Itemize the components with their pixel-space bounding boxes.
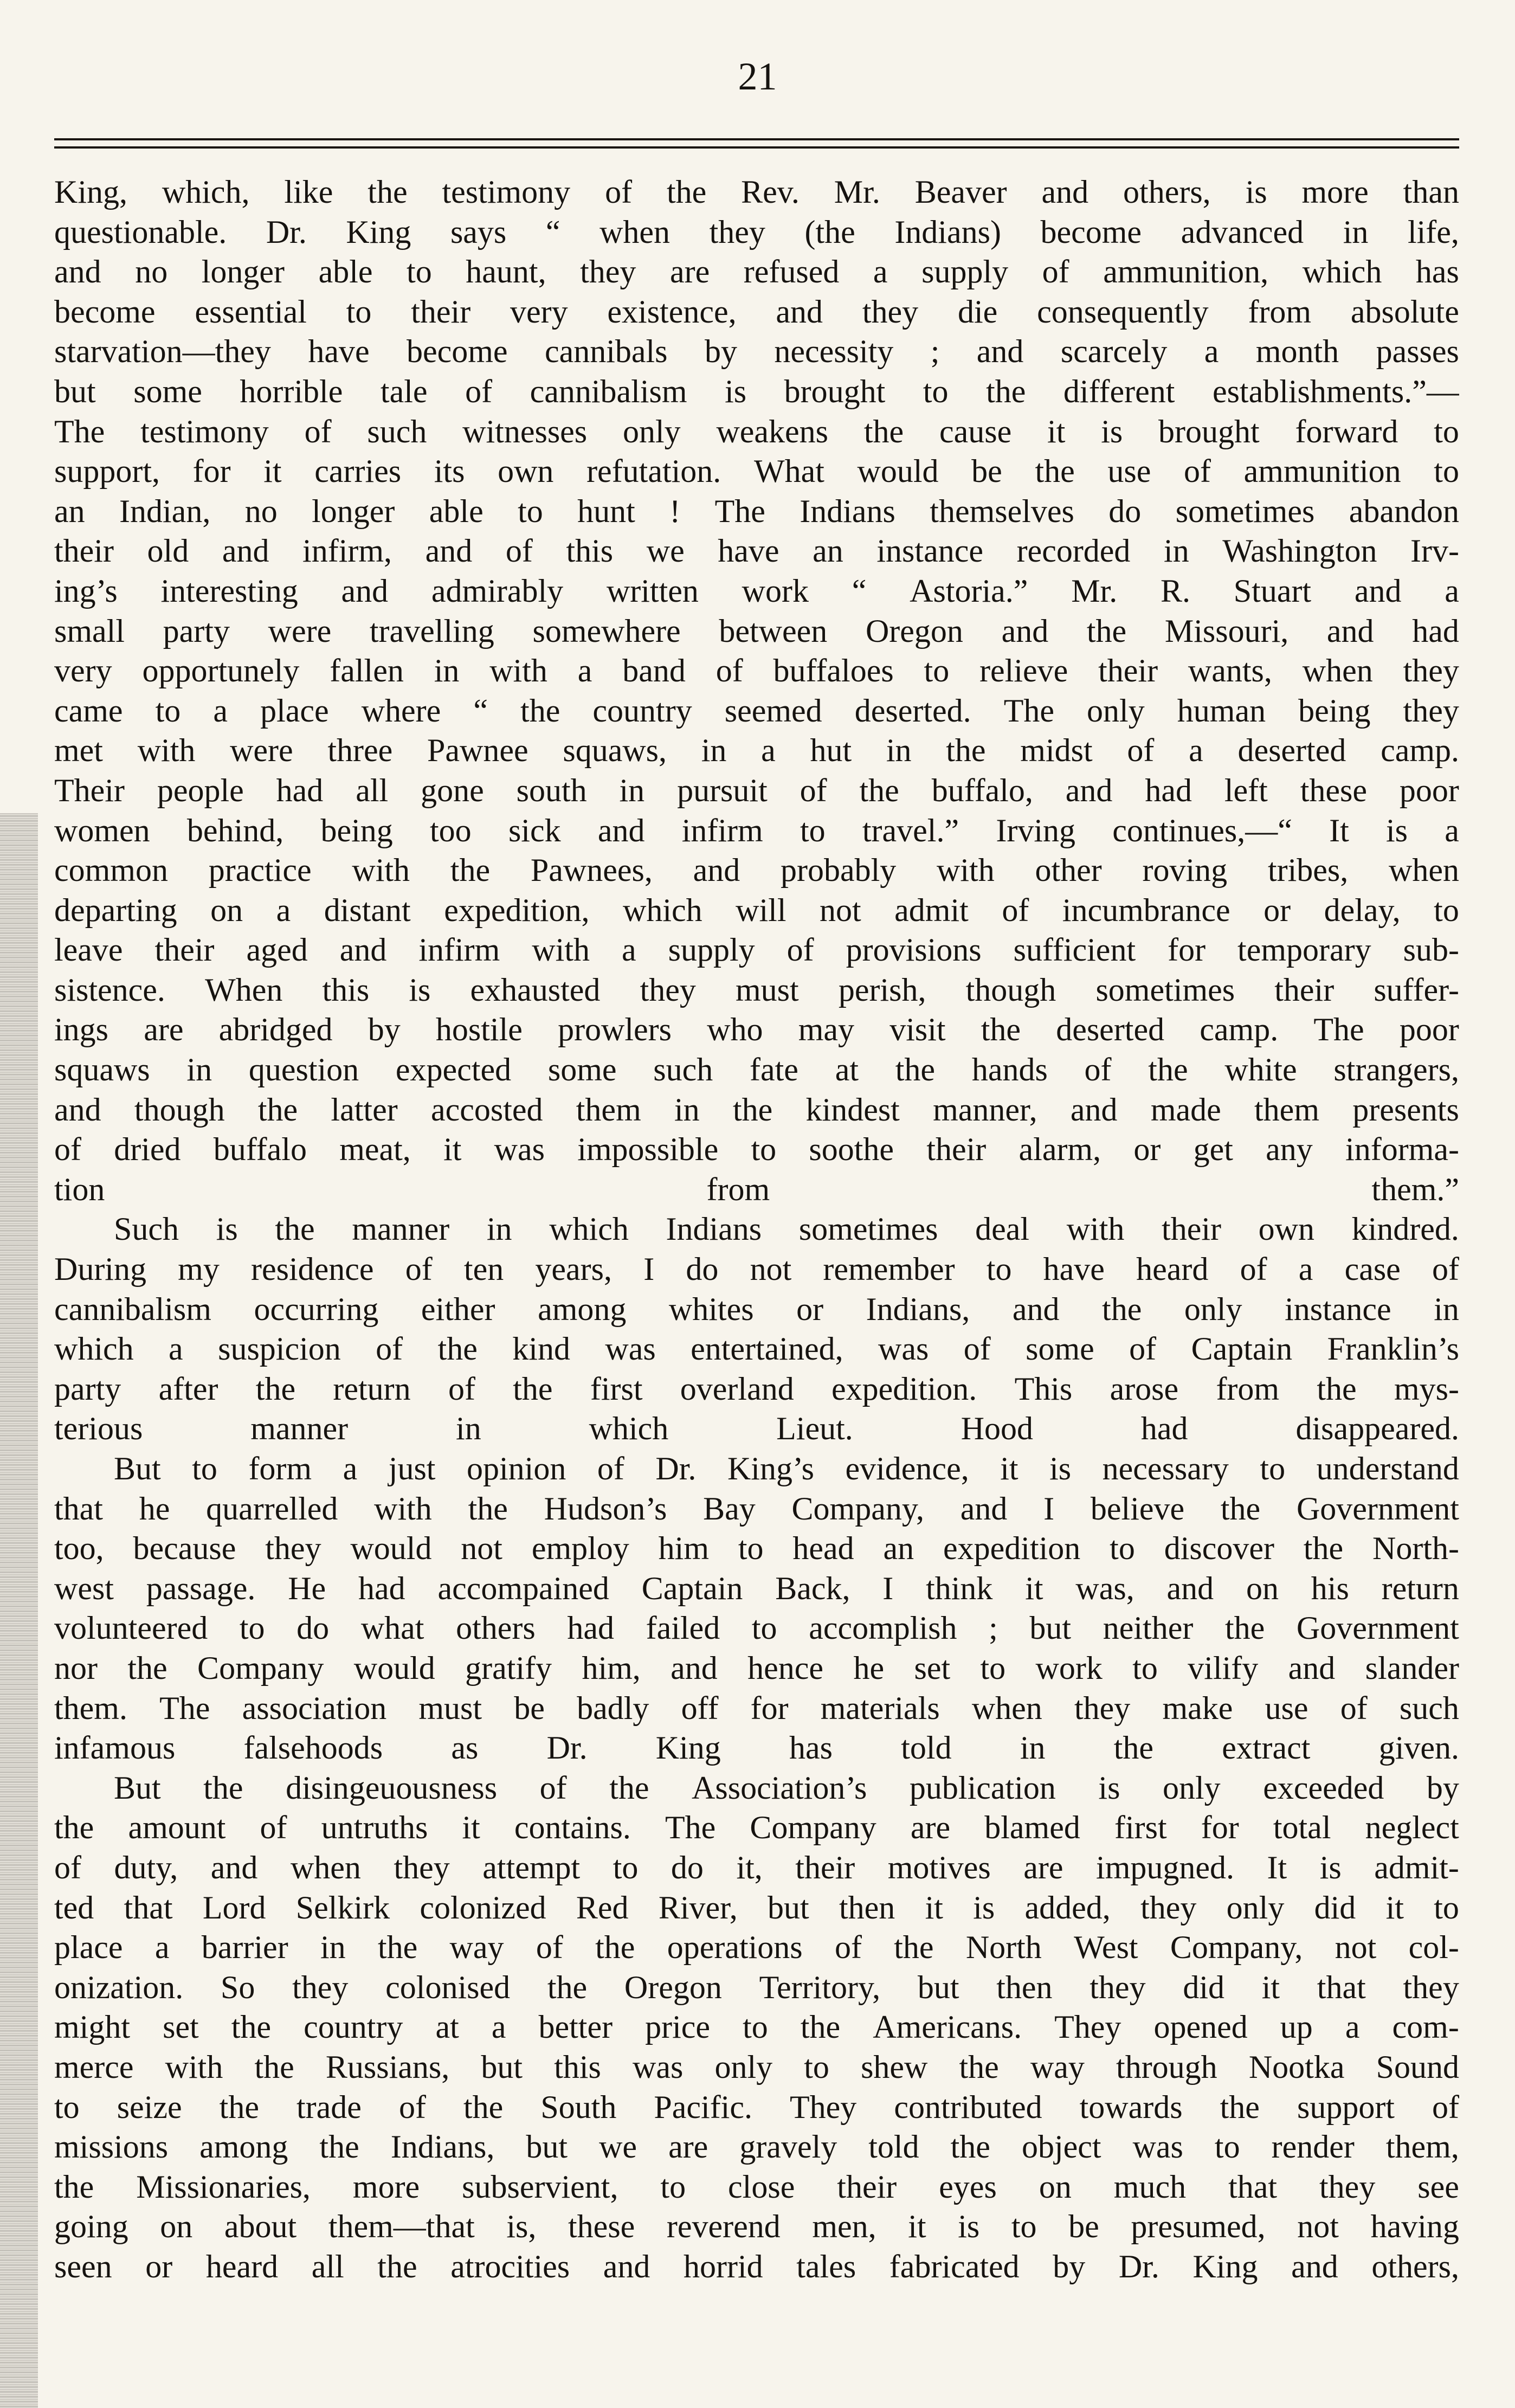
paragraph <box>54 172 1459 1209</box>
text-line: might set the country at a better price to the Americans. They opened up a com- <box>54 2009 1459 2045</box>
text-line: small party were travelling somewhere between Oregon and the Missouri, and had <box>54 613 1459 649</box>
text-line: The testimony of such witnesses only weakens the cause it is brought forward to <box>54 413 1459 449</box>
text-line: But the disingeuousness of the Association’s publication is only exceeded by <box>114 1769 1459 1806</box>
text-line: support, for it carries its own refutation. What would be the use of ammunition to <box>54 453 1459 490</box>
header-rule-bottom <box>54 146 1459 149</box>
text-line: them. The association must be badly off for materials when they make use of such <box>54 1690 1459 1726</box>
text-line: party after the return of the first overland expedition. This arose from the mys- <box>54 1370 1459 1407</box>
text-line: infamous falsehoods as Dr. King has told in the extract given. <box>54 1730 1459 1766</box>
text-line: very opportunely fallen in with a band of buffaloes to relieve their wants, when they <box>54 653 1459 689</box>
text-line: the amount of untruths it contains. The Company are blamed first for total neglect <box>54 1810 1459 1846</box>
text-line: came to a place where “ the country seemed deserted. The only human being they <box>54 692 1459 729</box>
text-line: their old and infirm, and of this we have an instance recorded in Washington Irv- <box>54 533 1459 569</box>
text-line: leave their aged and infirm with a supply of provisions sufficient for temporary sub- <box>54 932 1459 968</box>
text-line: terious manner in which Lieut. Hood had disappeared. <box>54 1411 1459 1447</box>
text-line: an Indian, no longer able to hunt ! The Indians themselves do sometimes abandon <box>54 493 1459 529</box>
text-line: place a barrier in the way of the operations of the North West Company, not col- <box>54 1929 1459 1966</box>
text-line: questionable. Dr. King says “ when they (the Indians) become advanced in life, <box>54 214 1459 250</box>
text-line: cannibalism occurring either among whites or Indians, and the only instance in <box>54 1291 1459 1327</box>
text-line: volunteered to do what others had failed to accomplish ; but neither the Government <box>54 1610 1459 1646</box>
text-line: onization. So they colonised the Oregon Territory, but then they did it that they <box>54 1969 1459 2005</box>
text-line: that he quarrelled with the Hudson’s Bay Company, and I believe the Government <box>54 1490 1459 1527</box>
text-line: going on about them—that is, these reverend men, it is to be presumed, not having <box>54 2209 1459 2245</box>
text-line: of duty, and when they attempt to do it, their motives are impugned. It is admit- <box>54 1849 1459 1885</box>
text-line: nor the Company would gratify him, and hence he set to work to vilify and slander <box>54 1650 1459 1686</box>
text-line: During my residence of ten years, I do not remember to have heard of a case of <box>54 1251 1459 1287</box>
header-rule-top <box>54 138 1459 140</box>
paragraph <box>54 1209 1459 1449</box>
text-line: but some horrible tale of cannibalism is brought to the different establishments.”— <box>54 373 1459 409</box>
text-line: King, which, like the testimony of the Rev. Mr. Beaver and others, is more than <box>54 174 1459 210</box>
text-line: squaws in question expected some such fate at the hands of the white strangers, <box>54 1052 1459 1088</box>
text-line: women behind, being too sick and infirm to travel.” Irving continues,—“ It is a <box>54 812 1459 848</box>
text-line: met with were three Pawnee squaws, in a hut in the midst of a deserted camp. <box>54 732 1459 769</box>
text-line: ings are abridged by hostile prowlers who may visit the deserted camp. The poor <box>54 1012 1459 1048</box>
scan-edge-shadow <box>0 813 38 2408</box>
page-number: 21 <box>738 55 777 98</box>
text-line: departing on a distant expedition, which will not admit of incumbrance or delay, to <box>54 892 1459 928</box>
text-line: Their people had all gone south in pursuit of the buffalo, and had left these poor <box>54 772 1459 808</box>
text-line: tion from them.” <box>54 1171 1459 1207</box>
text-line: sistence. When this is exhausted they must perish, though sometimes their suffer- <box>54 971 1459 1008</box>
text-line: But to form a just opinion of Dr. King’s evidence, it is necessary to understand <box>114 1451 1459 1486</box>
text-line: too, because they would not employ him to head an expedition to discover the North- <box>54 1530 1459 1567</box>
text-line: which a suspicion of the kind was entertained, was of some of Captain Franklin’s <box>54 1331 1459 1367</box>
text-line: and no longer able to haunt, they are refused a supply of ammunition, which has <box>54 254 1459 290</box>
text-line: and though the latter accosted them in the kindest manner, and made them presents <box>54 1091 1459 1128</box>
text-line: to seize the trade of the South Pacific. They contributed towards the support of <box>54 2089 1459 2125</box>
text-line: of dried buffalo meat, it was impossible to soothe their alarm, or get any informa- <box>54 1131 1459 1168</box>
body-text <box>54 172 1459 2287</box>
paragraph <box>54 1449 1459 1768</box>
text-line: starvation—they have become cannibals by necessity ; and scarcely a month passes <box>54 333 1459 370</box>
text-line: west passage. He had accompained Captain Back, I think it was, and on his return <box>54 1570 1459 1606</box>
text-line: merce with the Russians, but this was only to shew the way through Nootka Sound <box>54 2049 1459 2085</box>
paragraph <box>54 1768 1459 2287</box>
text-line: become essential to their very existence, and they die consequently from absolute <box>54 293 1459 330</box>
text-line: missions among the Indians, but we are gravely told the object was to render them, <box>54 2129 1459 2165</box>
text-line: ted that Lord Selkirk colonized Red River, but then it is added, they only did it to <box>54 1889 1459 1926</box>
text-line: seen or heard all the atrocities and horrid tales fabricated by Dr. King and others, <box>54 2248 1459 2284</box>
text-line: the Missionaries, more subservient, to close their eyes on much that they see <box>54 2168 1459 2205</box>
text-line: Such is the manner in which Indians sometimes deal with their own kindred. <box>114 1211 1459 1247</box>
text-line: common practice with the Pawnees, and probably with other roving tribes, when <box>54 852 1459 888</box>
text-line: ing’s interesting and admirably written work “ Astoria.” Mr. R. Stuart and a <box>54 572 1459 609</box>
